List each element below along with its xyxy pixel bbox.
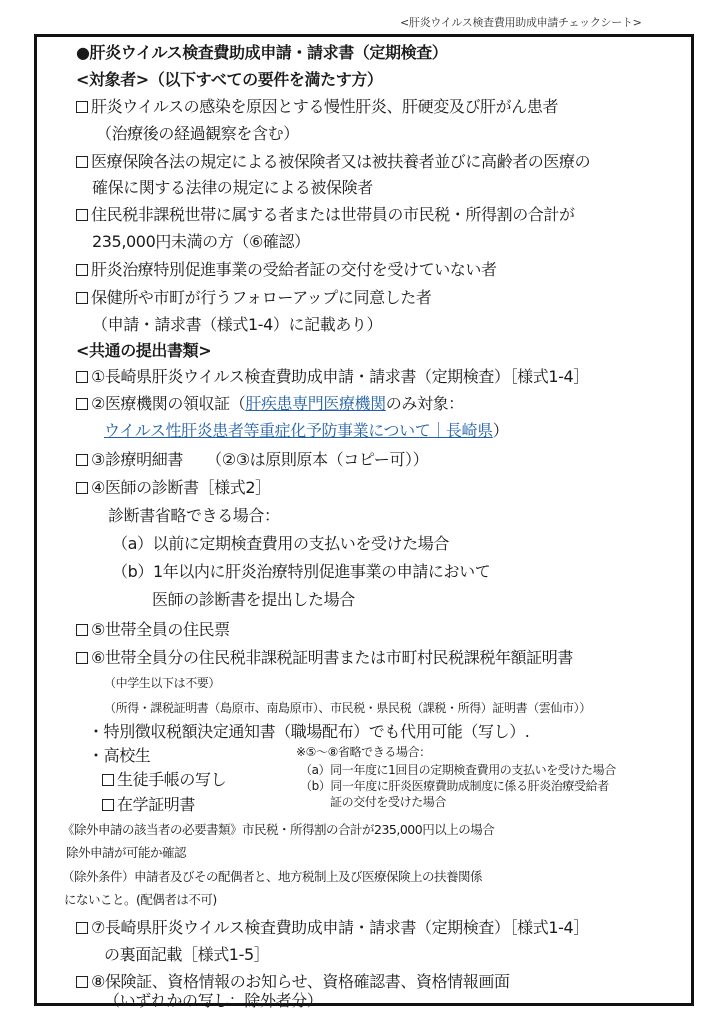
checkbox[interactable] [76, 156, 88, 168]
eligibility-item-cont: 確保に関する法律の規定による被保険者 [92, 178, 373, 197]
eligibility-item: 肝炎ウイルスの感染を原因とする慢性肝炎、肝硬変及び肝がん患者 [76, 94, 558, 117]
doc4-omit-a: （a）以前に定期検査費用の支払いを受けた場合 [112, 534, 450, 553]
checkbox[interactable] [76, 101, 88, 113]
doc-item-1: ①長崎県肝炎ウイルス検査費助成申請・請求書（定期検査）［様式1-4］ [76, 364, 589, 387]
doc4-omit-heading: 診断書省略できる場合： [108, 506, 280, 525]
eligibility-item: 保健所や市町が行うフォローアップに同意した者 [76, 285, 431, 308]
high-school-item: 在学証明書 [102, 792, 195, 815]
doc-item-5: ⑤世帯全員の住民票 [76, 617, 230, 640]
checkbox[interactable] [76, 652, 88, 664]
eligibility-item: 肝炎治療特別促進事業の受給者証の交付を受けていない者 [76, 257, 497, 280]
checkbox[interactable] [76, 922, 88, 934]
doc-item-2: ②医療機関の領収証（肝疾患専門医療機関のみ対象： [76, 391, 464, 414]
doc-item-8: ⑧保険証、資格情報のお知らせ、資格確認書、資格情報画面 [76, 969, 510, 992]
exclusion-line-4: にないこと。(配偶者は不可) [64, 892, 217, 907]
eligibility-item: 住民税非課税世帯に属する者または世帯員の市民税・所得割の合計が [76, 202, 575, 225]
exclusion-line-3: （除外条件）申請者及びその配偶者と、地方税制上及び医療保険上の扶養関係 [62, 869, 483, 884]
checkbox[interactable] [76, 454, 88, 466]
omit-note-a: （a）同一年度に1回目の定期検査費用の支払いを受けた場合 [300, 763, 616, 777]
checkbox[interactable] [102, 774, 114, 786]
high-school-item: 生徒手帳の写し [102, 767, 226, 790]
exclusion-line-2: 除外申請が可能か確認 [66, 845, 187, 860]
omit-note-b: （b）同一年度に肝炎医療費助成制度に係る肝炎治療受給者 [300, 779, 609, 793]
checkbox[interactable] [76, 398, 88, 410]
doc-item-4: ④医師の診断書［様式2］ [76, 475, 271, 498]
eligibility-item-cont: （申請・請求書（様式1-4）に記載あり） [92, 315, 383, 334]
doc-item-2-cont: ウイルス性肝炎患者等重症化予防事業について｜長崎県） [104, 421, 509, 440]
common-docs-heading: <共通の提出書類> [76, 341, 212, 360]
checkbox[interactable] [76, 624, 88, 636]
high-school-label: ・高校生 [88, 746, 151, 765]
doc7-cont: の裏面記載［様式1-5］ [104, 945, 270, 964]
eligibility-item: 医療保険各法の規定による被保険者又は被扶養者並びに高齢者の医療の [76, 149, 590, 172]
doc4-omit-b-cont: 医師の診断書を提出した場合 [152, 590, 355, 609]
checkbox[interactable] [76, 209, 88, 221]
doc-item-3: ③診療明細書 （②③は原則原本（コピー可）） [76, 447, 428, 470]
doc8-cont: （いずれかの写し：除外者分） [104, 991, 323, 1010]
eligibility-item-cont: （治療後の経過観察を含む） [96, 124, 299, 143]
doc6-alternative: ・特別徴収税額決定通知書（職場配布）でも代用可能（写し）. [88, 722, 530, 741]
omit-note-heading: ※⑤～⑧省略できる場合： [296, 745, 431, 759]
sheet-header-title: <肝炎ウイルス検査費用助成申請チェックシート> [400, 16, 642, 29]
eligibility-heading: <対象者>（以下すべての要件を満たす方） [76, 70, 383, 89]
document-title: ●肝炎ウイルス検査費助成申請・請求書（定期検査） [76, 43, 448, 62]
checkbox[interactable] [76, 482, 88, 494]
eligibility-item-cont: 235,000円未満の方（⑥確認） [92, 232, 310, 251]
liver-specialist-link[interactable]: 肝疾患専門医療機関 [245, 394, 386, 413]
nagasaki-prefecture-link[interactable]: ウイルス性肝炎患者等重症化予防事業について｜長崎県 [104, 421, 493, 440]
exclusion-line-1: 《除外申請の該当者の必要書類》市民税・所得割の合計が235,000円以上の場合 [62, 822, 495, 837]
doc6-note-cities: （所得・課税証明書（島原市、南島原市）、市民税・県民税（課税・所得）証明書（雲仙市）） [104, 701, 591, 715]
checkbox[interactable] [102, 799, 114, 811]
checkbox[interactable] [76, 976, 88, 988]
checkbox[interactable] [76, 292, 88, 304]
doc-item-6: ⑥世帯全員分の住民税非課税証明書または市町村民税課税年額証明書 [76, 645, 573, 668]
checkbox[interactable] [76, 264, 88, 276]
doc-item-7: ⑦長崎県肝炎ウイルス検査費助成申請・請求書（定期検査）［様式1-4］ [76, 915, 589, 938]
checkbox[interactable] [76, 371, 88, 383]
doc6-note-junior: （中学生以下は不要） [104, 676, 221, 690]
doc4-omit-b: （b）1年以内に肝炎治療特別促進事業の申請において [112, 562, 491, 581]
omit-note-b-cont: 証の交付を受けた場合 [330, 795, 447, 809]
